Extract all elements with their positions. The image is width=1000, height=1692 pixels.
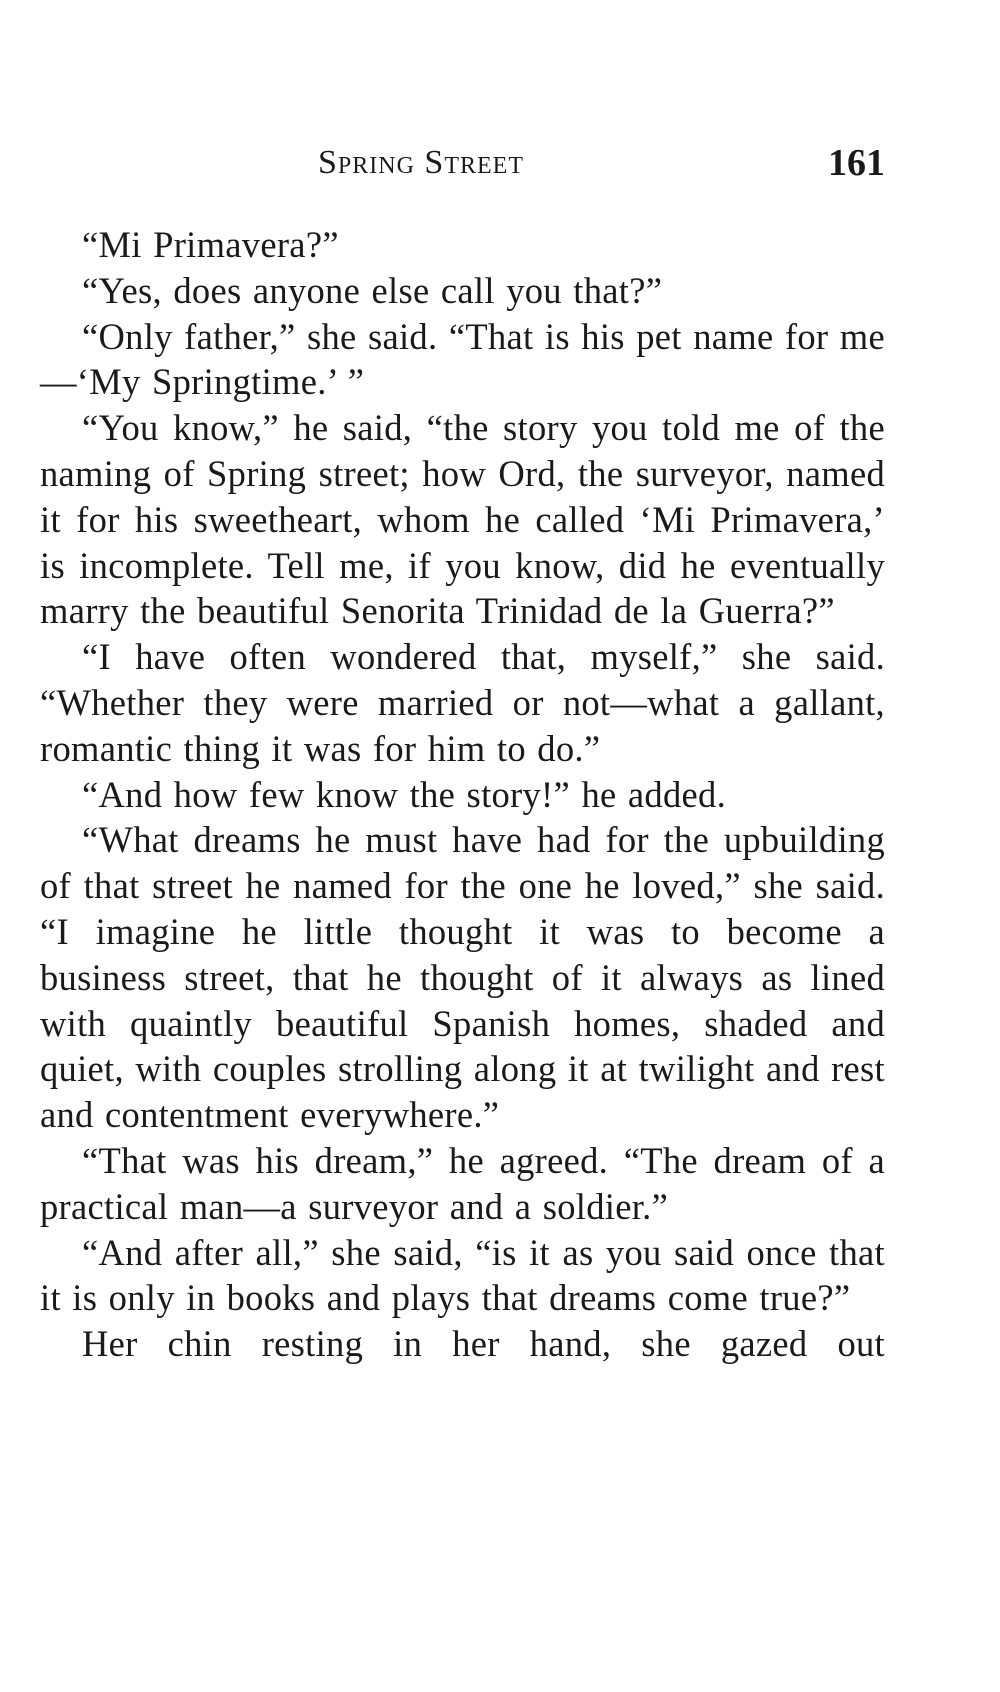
paragraph: “You know,” he said, “the story you told me of the naming of Spring street; how Ord, the surveyor, named it for his sweetheart, whom he called ‘Mi Primavera,’ is incomplete. Tell me, if you know, did he eventually marry the beautiful Senorita Trinidad de la Guerra?” [40,407,885,632]
paragraph: “That was his dream,” he agreed. “The dream of a practical man—a surveyor and a soldier.” [40,1139,885,1227]
paragraph: “And after all,” she said, “is it as you said once that it is only in books and plays that dreams come true?” [40,1231,885,1319]
page-number: 161 [828,142,885,184]
page-header [40,138,885,188]
paragraph: “Mi Primavera?” [82,224,339,265]
paragraph: “Yes, does anyone else call you that?” [82,269,663,311]
paragraph: Her chin resting in her hand, she gazed out [82,1323,885,1365]
running-title: Spring Street [318,144,524,181]
paragraph: “Only father,” she said. “That is his pet name for me—‘My Springtime.’ ” [40,315,885,403]
paragraph: “What dreams he must have had for the upbuilding of that street he named for the one he loved,” she said. “I imagine he little thought it was to become a business street, that he thought of it always as lined with quaintly beautiful Spanish homes, shaded and quiet, with couples strolling along it at twilight and rest and contentment everywhere.” [40,819,885,1136]
paragraph: “And how few know the story!” he added. [82,773,726,815]
paragraph: “I have often wondered that, myself,” she said. “Whether they were married or not—what a gallant, romantic thing it was for him to do.” [40,636,885,769]
page-body [40,222,885,1367]
